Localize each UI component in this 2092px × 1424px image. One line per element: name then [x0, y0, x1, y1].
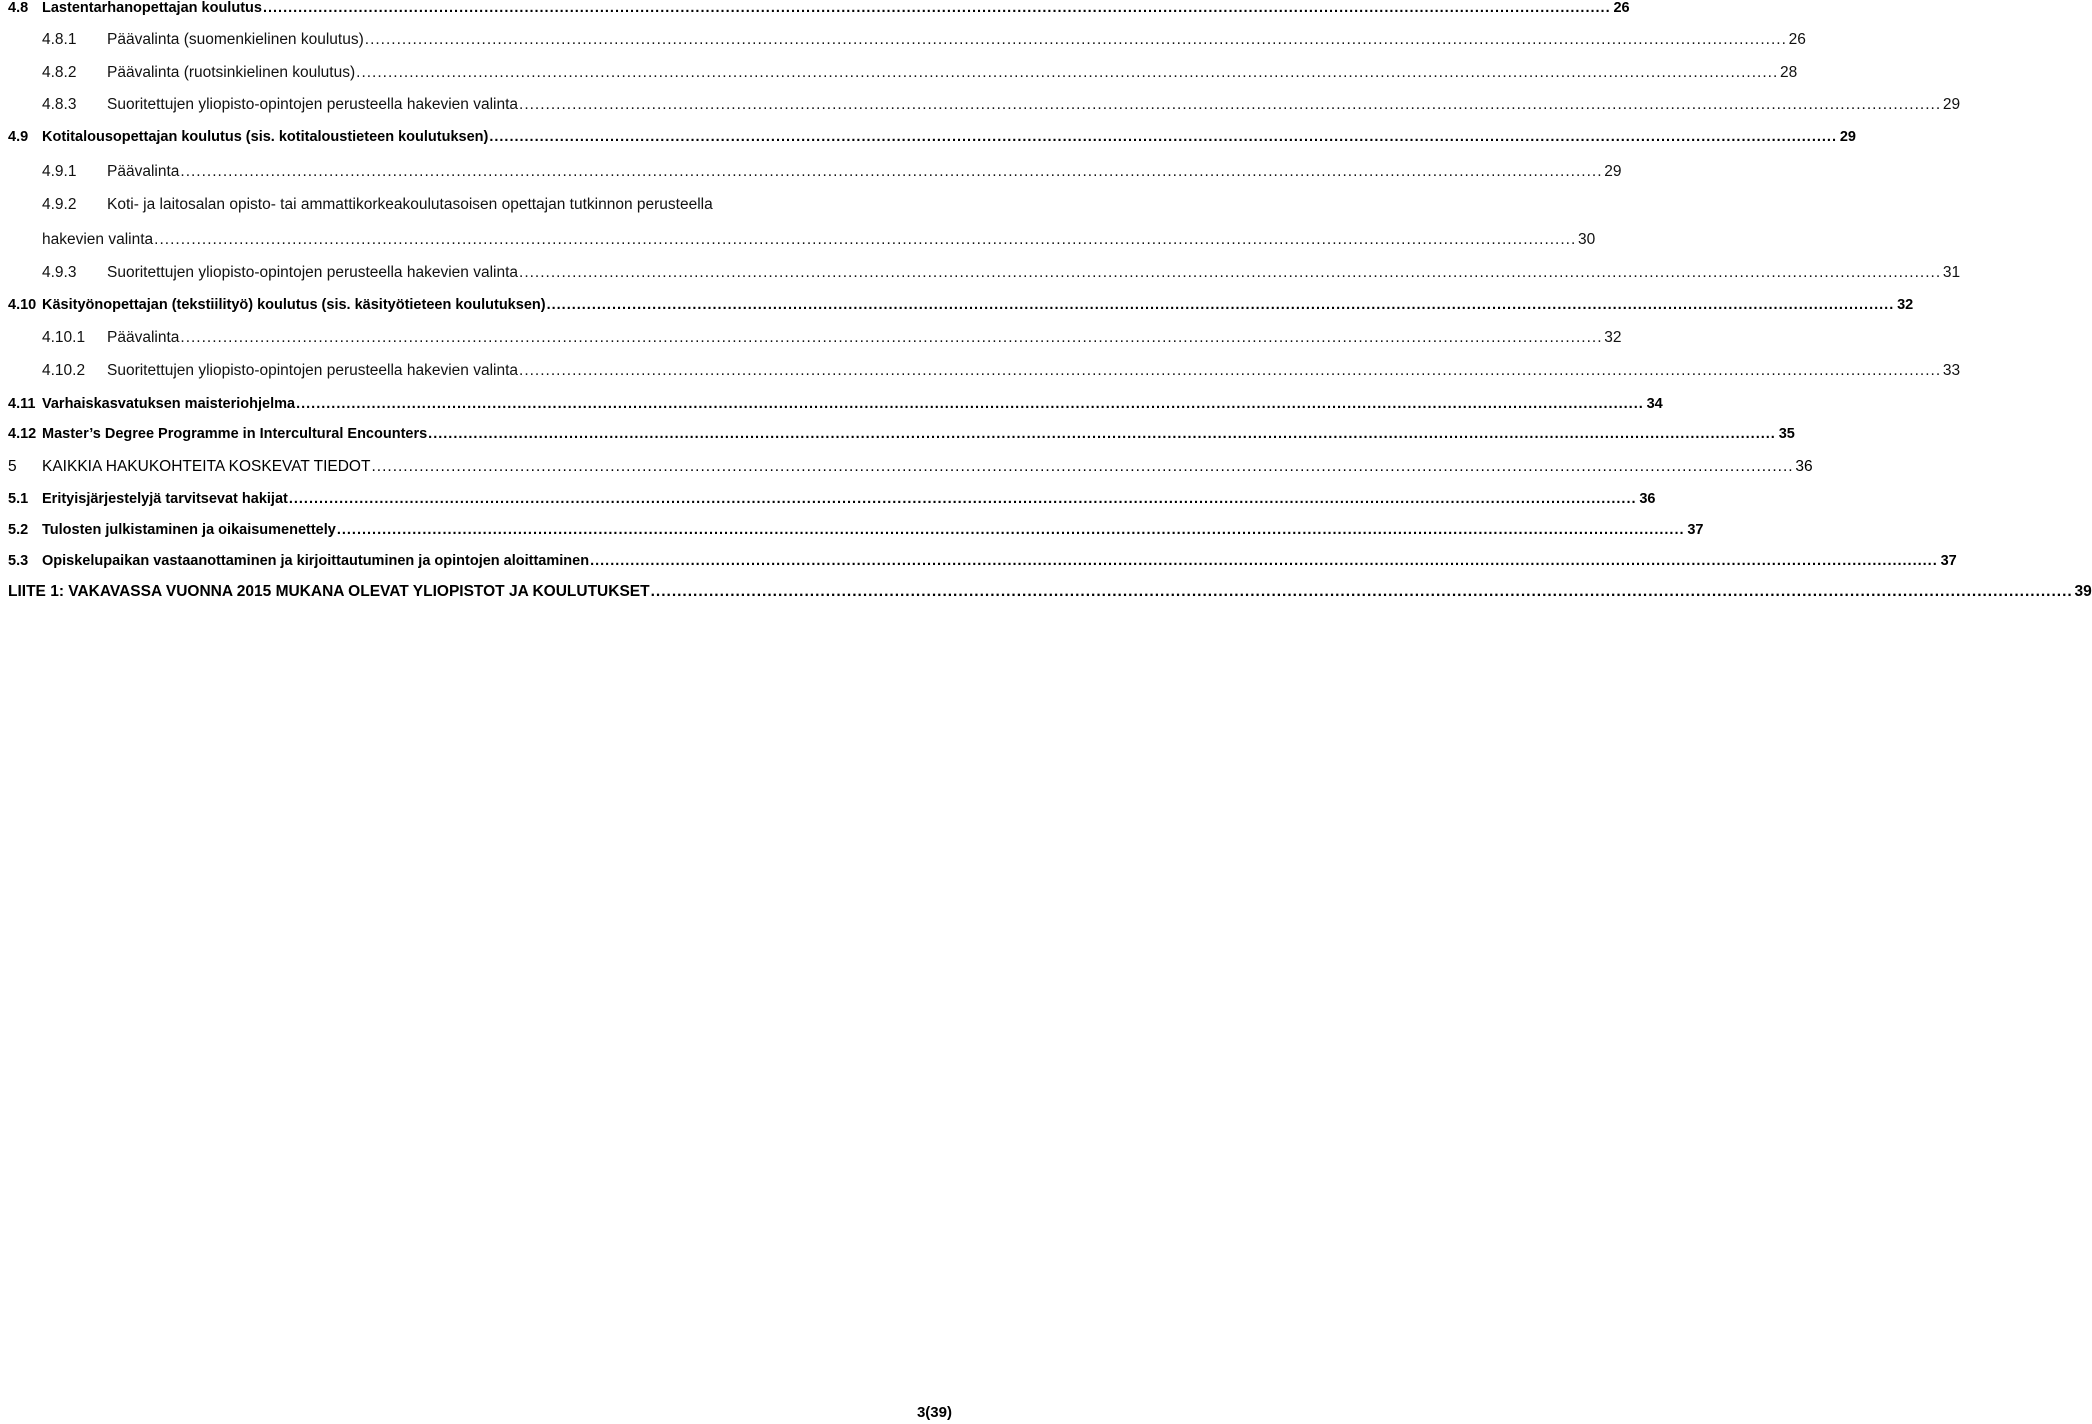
- toc-entry[interactable]: [8, 491, 1656, 507]
- toc-entry-number: 4.8.2: [42, 64, 77, 81]
- toc-entry-number: 4.8: [8, 0, 29, 16]
- toc-entry-page: 36: [1639, 491, 1656, 507]
- toc-leader-dots: [365, 31, 1787, 49]
- toc-entry-page: 34: [1646, 396, 1663, 412]
- toc-entry-title: KAIKKIA HAKUKOHTEITA KOSKEVAT TIEDOT: [42, 458, 371, 475]
- toc-leader-dots: [428, 426, 1776, 442]
- toc-entry-title: Käsityönopettajan (tekstiilityö) koulutus (sis. käsityötieteen koulutuksen): [42, 297, 546, 313]
- toc-entry[interactable]: [42, 264, 1961, 282]
- toc-entry-wrapped[interactable]: [42, 196, 713, 214]
- toc-entry[interactable]: [8, 0, 1630, 16]
- toc-entry-title: Koti- ja laitosalan opisto- tai ammattikorkeakoulutasoisen opettajan tutkinnon perusteella: [107, 196, 713, 213]
- toc-entry[interactable]: [42, 329, 1622, 347]
- toc-entry-page: 32: [1604, 329, 1622, 346]
- toc-entry-number: 4.8.3: [42, 96, 77, 113]
- toc-leader-dots: [289, 491, 1637, 507]
- toc-entry-appendix[interactable]: [8, 583, 2092, 601]
- toc-entry-page: 36: [1795, 458, 1813, 475]
- toc-entry-number: 4.9: [8, 129, 29, 145]
- toc-entry-title: Päävalinta: [107, 329, 180, 346]
- toc-leader-dots: [356, 64, 1778, 82]
- toc-entry-number: 5.1: [8, 491, 29, 507]
- toc-entry[interactable]: [8, 458, 1813, 476]
- toc-leader-dots: [180, 329, 1602, 347]
- toc-entry-title: Suoritettujen yliopisto-opintojen perusteella hakevien valinta: [107, 264, 519, 281]
- toc-leader-dots: [651, 583, 2073, 601]
- toc-leader-dots: [519, 362, 1941, 380]
- toc-entry-page: 35: [1778, 426, 1795, 442]
- toc-entry[interactable]: [42, 31, 1806, 49]
- toc-entry-title: Suoritettujen yliopisto-opintojen perusteella hakevien valinta: [107, 362, 519, 379]
- toc-entry-number: 4.8.1: [42, 31, 77, 48]
- toc-entry-title: Kotitalousopettajan koulutus (sis. kotitaloustieteen koulutuksen): [42, 129, 489, 145]
- toc-entry-page: 37: [1687, 522, 1704, 538]
- toc-entry-page: 30: [1578, 231, 1596, 248]
- toc-entry-number: 4.10: [8, 297, 37, 313]
- toc-entry[interactable]: [8, 297, 1914, 313]
- toc-entry-title-cont: hakevien valinta: [42, 231, 154, 248]
- toc-leader-dots: [590, 553, 1938, 569]
- toc-leader-dots: [337, 522, 1685, 538]
- page-number: 3(39): [916, 1404, 952, 1421]
- toc-entry-number: 5: [8, 458, 17, 475]
- toc-entry-title: Varhaiskasvatuksen maisteriohjelma: [42, 396, 296, 412]
- toc-entry[interactable]: [8, 396, 1663, 412]
- toc-entry-page: 37: [1940, 553, 1957, 569]
- toc-entry-page: 31: [1942, 264, 1961, 281]
- toc-entry-page: 26: [1788, 31, 1806, 48]
- toc-leader-dots: [371, 458, 1793, 476]
- toc-entry[interactable]: [8, 553, 1957, 569]
- toc-entry-number: 4.9.3: [42, 264, 77, 281]
- toc-entry-title: Master’s Degree Programme in Intercultural Encounters: [42, 426, 428, 442]
- toc-entry-number: 4.12: [8, 426, 37, 442]
- toc-entry[interactable]: [42, 96, 1961, 114]
- toc-leader-dots: [154, 231, 1576, 249]
- toc-entry-page: 29: [1839, 129, 1856, 145]
- toc-leader-dots: [547, 297, 1895, 313]
- toc-entry-number: 4.10.2: [42, 362, 86, 379]
- toc-entry-page: 28: [1780, 64, 1798, 81]
- toc-entry-page: 29: [1604, 163, 1622, 180]
- toc-leader-dots: [519, 264, 1941, 282]
- toc-entry-number: 4.10.1: [42, 329, 86, 346]
- toc-entry[interactable]: [8, 522, 1704, 538]
- toc-entry-continuation[interactable]: [42, 231, 1596, 249]
- toc-entry-title: Päävalinta: [107, 163, 180, 180]
- toc-entry[interactable]: [42, 163, 1622, 181]
- toc-leader-dots: [296, 396, 1644, 412]
- toc-entry-title: Päävalinta (ruotsinkielinen koulutus): [107, 64, 356, 81]
- toc-entry[interactable]: [42, 64, 1798, 82]
- toc-entry-title: Päävalinta (suomenkielinen koulutus): [107, 31, 364, 48]
- toc-entry-page: 33: [1942, 362, 1961, 379]
- toc-entry-number: 4.9.2: [42, 196, 77, 213]
- toc-leader-dots: [519, 96, 1941, 114]
- toc-entry-page: 39: [2074, 583, 2092, 600]
- toc-leader-dots: [263, 0, 1611, 16]
- toc-entry-number: 5.3: [8, 553, 29, 569]
- toc-entry-page: 32: [1897, 297, 1914, 313]
- toc-entry-page: 26: [1613, 0, 1630, 16]
- toc-entry-title: Suoritettujen yliopisto-opintojen perusteella hakevien valinta: [107, 96, 519, 113]
- toc-entry[interactable]: [8, 129, 1856, 145]
- toc-entry-title: Tulosten julkistaminen ja oikaisumenettely: [42, 522, 336, 538]
- toc-leader-dots: [180, 163, 1602, 181]
- toc-leader-dots: [489, 129, 1837, 145]
- toc-entry-number: 5.2: [8, 522, 29, 538]
- toc-entry-title: Lastentarhanopettajan koulutus: [42, 0, 262, 16]
- toc-entry[interactable]: [8, 426, 1795, 442]
- toc-entry[interactable]: [42, 362, 1961, 380]
- toc-entry-page: 29: [1942, 96, 1961, 113]
- toc-entry-title: Opiskelupaikan vastaanottaminen ja kirjoittautuminen ja opintojen aloittaminen: [42, 553, 590, 569]
- toc-entry-title: Erityisjärjestelyjä tarvitsevat hakijat: [42, 491, 288, 507]
- toc-entry-number: 4.9.1: [42, 163, 77, 180]
- toc-entry-title: LIITE 1: VAKAVASSA VUONNA 2015 MUKANA OLEVAT YLIOPISTOT JA KOULUTUKSET: [8, 583, 650, 600]
- toc-entry-number: 4.11: [8, 396, 36, 412]
